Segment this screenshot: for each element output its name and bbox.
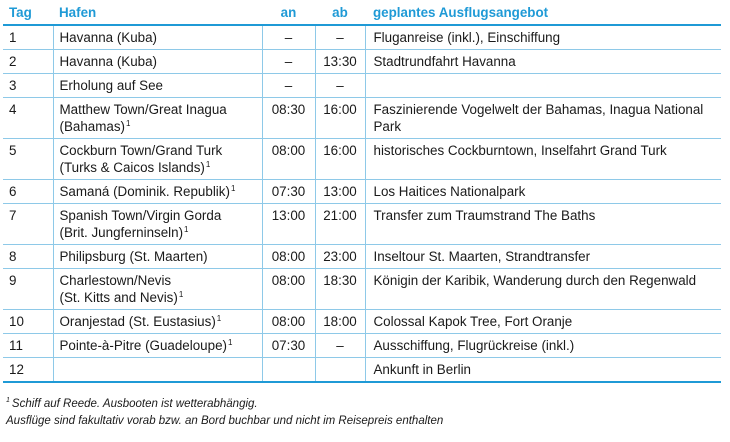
departure-time: 16:00 <box>323 143 357 158</box>
port-name: Philipsburg (St. Maarten) <box>59 249 208 264</box>
excursion-text: Faszinierende Vogelwelt der Bahamas, Inagua National Park <box>373 102 704 134</box>
cell-hafen <box>53 180 262 204</box>
arrival-time: – <box>284 78 293 93</box>
departure-time: 13:30 <box>323 54 357 69</box>
departure-time: 21:00 <box>323 208 357 223</box>
cell-ausflug <box>365 50 721 74</box>
cell-tag <box>3 98 53 139</box>
cell-ausflug <box>365 204 721 245</box>
arrival-time: – <box>284 54 293 69</box>
cell-hafen <box>53 204 262 245</box>
header-ab: ab <box>315 0 365 25</box>
excursion-text: Colossal Kapok Tree, Fort Oranje <box>373 314 573 329</box>
departure-time: – <box>336 30 344 45</box>
cell-ab <box>315 269 365 310</box>
cell-tag <box>3 334 53 358</box>
excursion-text: Stadtrundfahrt Havanna <box>373 54 516 69</box>
departure-time: 13:00 <box>323 184 357 199</box>
footnotes <box>6 396 721 430</box>
cell-ab <box>315 139 365 180</box>
cell-ab <box>315 204 365 245</box>
cell-tag <box>3 358 53 383</box>
cell-an <box>262 50 315 74</box>
cell-an <box>262 98 315 139</box>
departure-time: 18:30 <box>323 273 357 288</box>
header-ausflug: geplantes Ausflugsangebot <box>365 0 721 25</box>
day-number: 7 <box>9 208 17 223</box>
cell-hafen <box>53 334 262 358</box>
arrival-time: 08:00 <box>271 314 306 329</box>
day-number: 4 <box>9 102 17 117</box>
day-number: 1 <box>9 30 17 45</box>
day-number: 3 <box>9 78 17 93</box>
footnote-ref: 1 <box>227 338 233 347</box>
day-number: 12 <box>9 362 24 377</box>
port-name: Erholung auf See <box>59 78 163 93</box>
port-name: Pointe-à-Pitre (Guadeloupe) <box>59 338 227 353</box>
arrival-time: 08:30 <box>271 102 306 117</box>
cell-an <box>262 334 315 358</box>
cell-ab <box>315 98 365 139</box>
footnote-2 <box>6 413 721 430</box>
cell-ausflug <box>365 74 721 98</box>
cell-ab <box>315 310 365 334</box>
excursion-text: Los Haitices Nationalpark <box>373 184 526 199</box>
excursion-text: Ausschiffung, Flugrückreise (inkl.) <box>373 338 575 353</box>
cell-ausflug <box>365 180 721 204</box>
cell-ab <box>315 74 365 98</box>
footnote-ref: 1 <box>216 314 222 323</box>
cell-an <box>262 139 315 180</box>
excursion-text: historisches Cockburntown, Inselfahrt Grand Turk <box>373 143 667 158</box>
cell-an <box>262 74 315 98</box>
cell-an <box>262 269 315 310</box>
cell-hafen <box>53 98 262 139</box>
arrival-time: 08:00 <box>271 249 306 264</box>
cell-hafen <box>53 310 262 334</box>
port-region: (Brit. Jungferninseln) <box>59 225 184 240</box>
footnote-2-text: Ausflüge sind fakultativ vorab bzw. an Bord buchbar und nicht im Reisepreis enthalten <box>6 415 444 427</box>
cell-tag <box>3 50 53 74</box>
table-row <box>3 310 721 334</box>
cell-hafen <box>53 245 262 269</box>
cell-tag <box>3 269 53 310</box>
day-number: 6 <box>9 184 17 199</box>
excursion-text: Ankunft in Berlin <box>373 362 472 377</box>
footnote-1 <box>6 396 721 413</box>
departure-time: 18:00 <box>323 314 357 329</box>
header-tag: Tag <box>3 0 53 25</box>
cell-tag <box>3 139 53 180</box>
footnote-ref: 1 <box>184 225 189 234</box>
cell-hafen <box>53 50 262 74</box>
footnote-ref: 1 <box>178 290 184 299</box>
port-name: Havanna (Kuba) <box>59 30 158 45</box>
footnote-marker: 1 <box>6 397 10 404</box>
cell-tag <box>3 180 53 204</box>
cell-tag <box>3 204 53 245</box>
cell-hafen <box>53 269 262 310</box>
departure-time: – <box>336 338 344 353</box>
table-row <box>3 74 721 98</box>
cell-ab <box>315 50 365 74</box>
port-name: Matthew Town/Great Inagua <box>59 102 227 117</box>
table-row <box>3 25 721 50</box>
day-number: 9 <box>9 273 17 288</box>
arrival-time: 08:00 <box>271 273 306 288</box>
cell-ausflug <box>365 269 721 310</box>
itinerary-table <box>3 0 721 383</box>
cell-tag <box>3 25 53 50</box>
port-region-line <box>60 289 262 306</box>
header-an: an <box>262 0 315 25</box>
table-row <box>3 245 721 269</box>
port-region: (Turks & Caicos Islands) <box>59 160 205 175</box>
cell-tag <box>3 310 53 334</box>
day-number: 11 <box>9 338 23 353</box>
cell-ab <box>315 245 365 269</box>
port-name: Cockburn Town/Grand Turk <box>59 143 223 158</box>
cell-tag <box>3 74 53 98</box>
table-body <box>3 25 721 382</box>
footnote-ref: 1 <box>205 160 211 169</box>
arrival-time: 07:30 <box>271 184 306 199</box>
cell-an <box>262 358 315 383</box>
cell-ab <box>315 358 365 383</box>
port-region-line <box>60 159 262 176</box>
footnote-ref: 1 <box>230 184 236 193</box>
table-row <box>3 180 721 204</box>
excursion-text: Fluganreise (inkl.), Einschiffung <box>373 30 561 45</box>
cell-ausflug <box>365 98 721 139</box>
cell-an <box>262 180 315 204</box>
excursion-text: Inseltour St. Maarten, Strandtransfer <box>373 249 591 264</box>
cell-an <box>262 245 315 269</box>
cell-ausflug <box>365 310 721 334</box>
cell-ausflug <box>365 245 721 269</box>
port-region: (St. Kitts and Nevis) <box>59 290 178 305</box>
table-row <box>3 204 721 245</box>
header-hafen: Hafen <box>53 0 262 25</box>
port-region: (Bahamas) <box>59 119 125 134</box>
table-row <box>3 334 721 358</box>
cell-ausflug <box>365 139 721 180</box>
port-region-line <box>60 118 262 135</box>
port-region-line <box>60 224 262 241</box>
arrival-time: 13:00 <box>271 208 306 223</box>
port-name: Havanna (Kuba) <box>59 54 158 69</box>
cell-hafen <box>53 25 262 50</box>
departure-time: 16:00 <box>323 102 357 117</box>
excursion-text: Transfer zum Traumstrand The Baths <box>373 208 596 223</box>
excursion-text: Königin der Karibik, Wanderung durch den Regenwald <box>373 273 697 288</box>
table-row <box>3 98 721 139</box>
day-number: 5 <box>9 143 17 158</box>
table-row <box>3 139 721 180</box>
footnote-ref: 1 <box>126 119 131 128</box>
port-name: Samaná (Dominik. Republik) <box>59 184 230 199</box>
cell-an <box>262 204 315 245</box>
port-name: Charlestown/Nevis <box>59 273 172 288</box>
table-row <box>3 358 721 383</box>
table-header <box>3 0 721 25</box>
arrival-time: – <box>284 30 293 45</box>
arrival-time: 08:00 <box>271 143 306 158</box>
cell-tag <box>3 245 53 269</box>
cell-ausflug <box>365 334 721 358</box>
footnote-1-text: Schiff auf Reede. Ausbooten ist wetterabhängig. <box>11 398 258 410</box>
cell-ab <box>315 25 365 50</box>
departure-time: 23:00 <box>323 249 357 264</box>
cell-hafen <box>53 358 262 383</box>
cell-hafen <box>53 139 262 180</box>
cell-an <box>262 25 315 50</box>
day-number: 10 <box>9 314 24 329</box>
port-name: Spanish Town/Virgin Gorda <box>59 208 222 223</box>
cell-ab <box>315 334 365 358</box>
cell-ausflug <box>365 358 721 383</box>
day-number: 2 <box>9 54 17 69</box>
cell-an <box>262 310 315 334</box>
arrival-time: 07:30 <box>271 338 306 353</box>
cell-ausflug <box>365 25 721 50</box>
header-row <box>3 0 721 25</box>
port-name: Oranjestad (St. Eustasius) <box>59 314 216 329</box>
cell-hafen <box>53 74 262 98</box>
cell-ab <box>315 180 365 204</box>
day-number: 8 <box>9 249 17 264</box>
departure-time: – <box>336 78 344 93</box>
table-row <box>3 50 721 74</box>
table-row <box>3 269 721 310</box>
